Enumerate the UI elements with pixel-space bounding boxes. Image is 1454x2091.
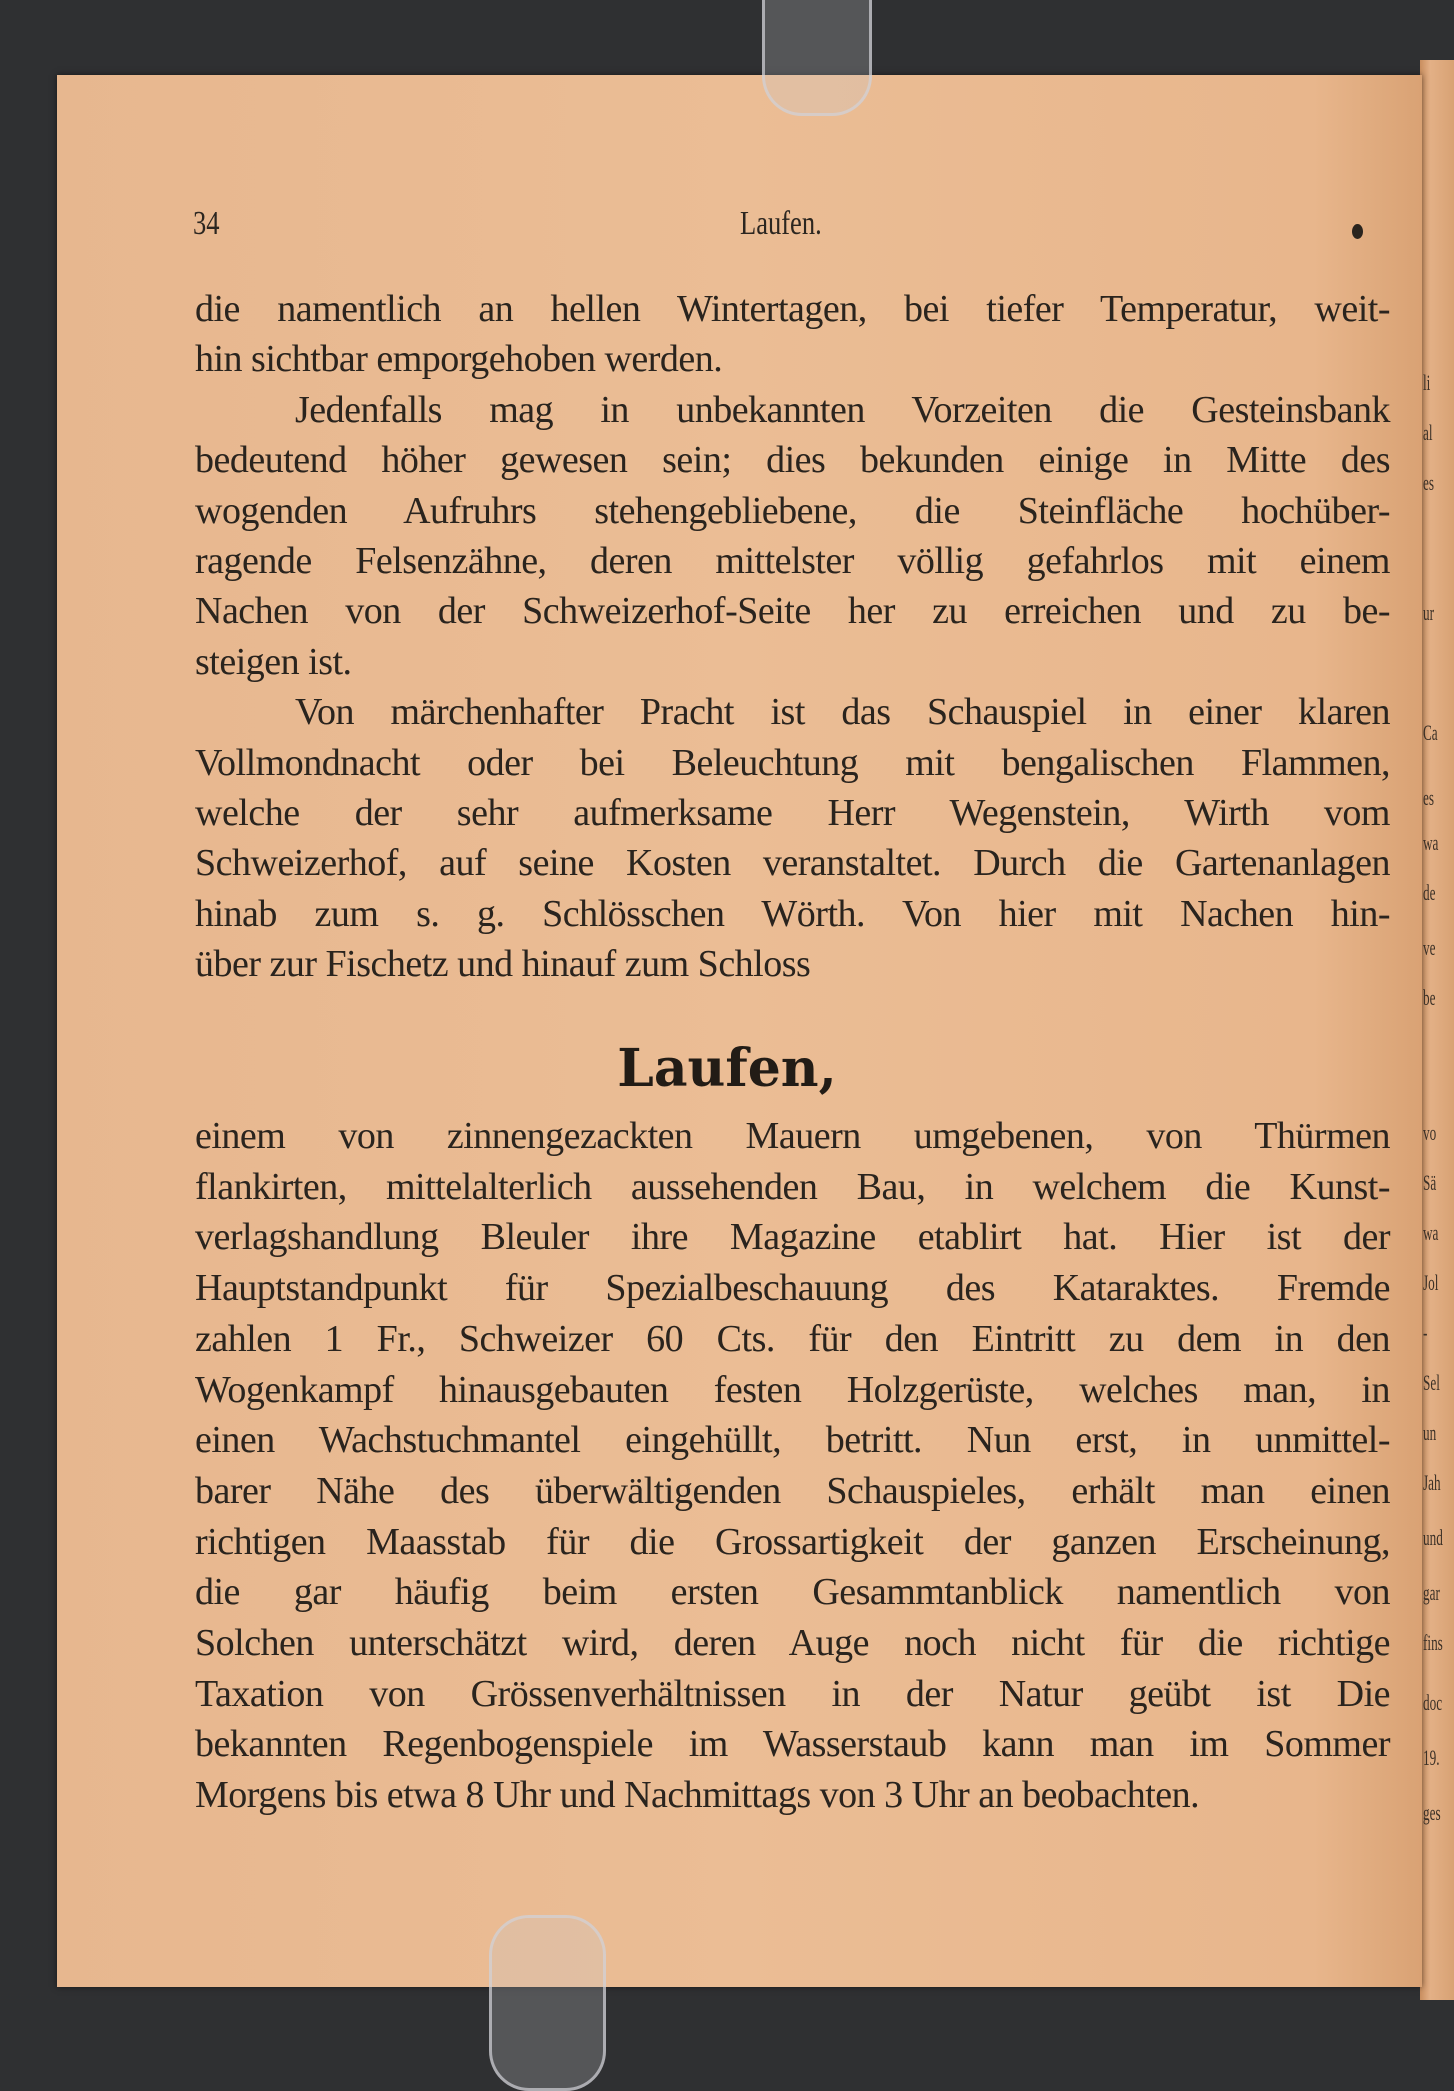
text-line xyxy=(195,1317,1390,1361)
text-line xyxy=(195,640,1390,684)
text-line-content: die namentlich an hellen Wintertagen, bei tiefer Temperatur, weit- xyxy=(195,288,1390,330)
fragment-text: ges xyxy=(1423,1800,1441,1825)
fragment-text: Jah xyxy=(1423,1470,1441,1495)
text-line-content: Solchen unterschätzt wird, deren Auge noch nicht für die richtige xyxy=(195,1622,1390,1664)
fragment-text: be xyxy=(1423,985,1436,1010)
fragment-text: doc xyxy=(1423,1690,1443,1715)
text-line-content: verlagshandlung Bleuler ihre Magazine etablirt hat. Hier ist der xyxy=(195,1216,1390,1259)
text-line-content: barer Nähe des überwältigenden Schauspieles, erhält man einen xyxy=(195,1469,1390,1512)
fragment-text: li xyxy=(1423,370,1431,395)
text-line-content: über zur Fischetz und hinauf zum Schloss xyxy=(195,943,811,986)
text-line-content: Hauptstandpunkt für Spezialbeschauung des Kataraktes. Fremde xyxy=(195,1267,1390,1310)
fragment-text: Sä xyxy=(1423,1170,1437,1195)
fragment-text: gar xyxy=(1423,1580,1440,1605)
text-line-content: bedeutend höher gewesen sein; dies bekunden einige in Mitte des xyxy=(195,439,1390,482)
text-line-content: flankirten, mittelalterlich aussehenden Bau, in welchem die Kunst- xyxy=(195,1165,1390,1208)
fragment-text: - xyxy=(1423,1320,1428,1345)
fragment-text: es xyxy=(1423,470,1434,495)
fragment-text: wa xyxy=(1423,1220,1439,1245)
text-line-content: welche der sehr aufmerksame Herr Wegenstein, Wirth vom xyxy=(195,792,1390,834)
fragment-text: Ca xyxy=(1423,720,1438,745)
fragment-text: es xyxy=(1423,785,1434,810)
text-line-content: Wogenkampf hinausgebauten festen Holzgerüste, welches man, in xyxy=(195,1368,1390,1411)
fragment-text: ur xyxy=(1423,600,1434,625)
text-line-content: Schweizerhof, auf seine Kosten veranstaltet. Durch die Gartenanlagen xyxy=(195,842,1390,885)
fragment-text: un xyxy=(1423,1420,1437,1445)
text-line xyxy=(195,438,1390,482)
text-line xyxy=(195,741,1390,785)
text-line xyxy=(195,1114,1390,1158)
text-line-content: zahlen 1 Fr., Schweizer 60 Cts. für den Eintritt zu dem in den xyxy=(195,1317,1390,1360)
text-line xyxy=(195,539,1390,583)
text-line-content: Vollmondnacht oder bei Beleuchtung mit bengalischen Flammen, xyxy=(195,741,1390,784)
fragment-text: Jol xyxy=(1423,1270,1439,1295)
text-line-content: bekannten Regenbogenspiele im Wasserstaub kann man im Sommer xyxy=(195,1723,1390,1766)
text-line xyxy=(195,287,1390,331)
fragment-text: fins xyxy=(1423,1630,1443,1655)
text-line xyxy=(195,1215,1390,1259)
fragment-text: de xyxy=(1423,880,1436,905)
text-line xyxy=(195,1165,1390,1209)
section-heading: Laufen, xyxy=(617,1038,837,1099)
text-line-content: wogenden Aufruhrs stehengebliebene, die Steinfläche hochüber- xyxy=(195,489,1390,532)
text-line-content: Taxation von Grössenverhältnissen in der Natur geübt ist Die xyxy=(195,1672,1390,1715)
text-line-content: Jedenfalls mag in unbekannten Vorzeiten die Gesteinsbank xyxy=(295,388,1390,431)
text-line xyxy=(195,1368,1390,1412)
text-line xyxy=(195,489,1390,533)
fragment-text: und xyxy=(1423,1525,1443,1550)
text-line xyxy=(195,1520,1390,1564)
text-line xyxy=(195,1469,1390,1513)
text-line xyxy=(295,690,1390,734)
fragment-text: al xyxy=(1423,420,1433,445)
text-line xyxy=(195,589,1390,633)
text-line-content: hinab zum s. g. Schlösschen Wörth. Von hier mit Nachen hin- xyxy=(195,892,1390,935)
text-line-content: Von märchenhafter Pracht ist das Schauspiel in einer klaren xyxy=(295,691,1390,734)
text-line xyxy=(195,1570,1390,1614)
text-line-content: richtigen Maasstab für die Grossartigkeit der ganzen Erscheinung, xyxy=(195,1520,1390,1563)
text-line xyxy=(195,1621,1390,1665)
text-line-content: die gar häufig beim ersten Gesammtanblick namentlich von xyxy=(195,1571,1390,1614)
text-line xyxy=(195,1418,1390,1462)
text-line-content: Morgens bis etwa 8 Uhr und Nachmittags von 3 Uhr an beobachten. xyxy=(195,1774,1200,1817)
text-line xyxy=(195,1773,1390,1817)
ink-dot xyxy=(1352,224,1363,239)
page-clip-bottom xyxy=(489,1915,606,2091)
page-number: 34 xyxy=(193,205,220,242)
fragment-text: Sel xyxy=(1423,1370,1440,1395)
running-title: Laufen. xyxy=(740,205,822,242)
text-line xyxy=(195,337,1390,381)
fragment-text: ve xyxy=(1423,935,1436,960)
fragment-text: 19. xyxy=(1423,1745,1440,1770)
text-line-content: steigen ist. xyxy=(195,640,352,683)
page-clip-top xyxy=(762,0,872,116)
text-line xyxy=(195,892,1390,936)
text-line xyxy=(195,791,1390,835)
text-line-content: einem von zinnengezackten Mauern umgebenen, von Thürmen xyxy=(195,1115,1390,1157)
text-line xyxy=(295,388,1390,432)
fragment-text: vo xyxy=(1423,1120,1437,1145)
text-line xyxy=(195,1672,1390,1716)
text-line xyxy=(195,1266,1390,1310)
text-line-content: Nachen von der Schweizerhof-Seite her zu erreichen und zu be- xyxy=(195,590,1390,633)
text-line-content: einen Wachstuchmantel eingehüllt, betritt. Nun erst, in unmittel- xyxy=(195,1419,1390,1462)
text-line xyxy=(195,841,1390,885)
text-line xyxy=(195,1722,1390,1766)
text-line-content: ragende Felsenzähne, deren mittelster völlig gefahrlos mit einem xyxy=(195,540,1390,582)
text-line-content: hin sichtbar emporgehoben werden. xyxy=(195,338,723,381)
text-line xyxy=(195,942,1390,986)
fragment-text: wa xyxy=(1423,830,1439,855)
